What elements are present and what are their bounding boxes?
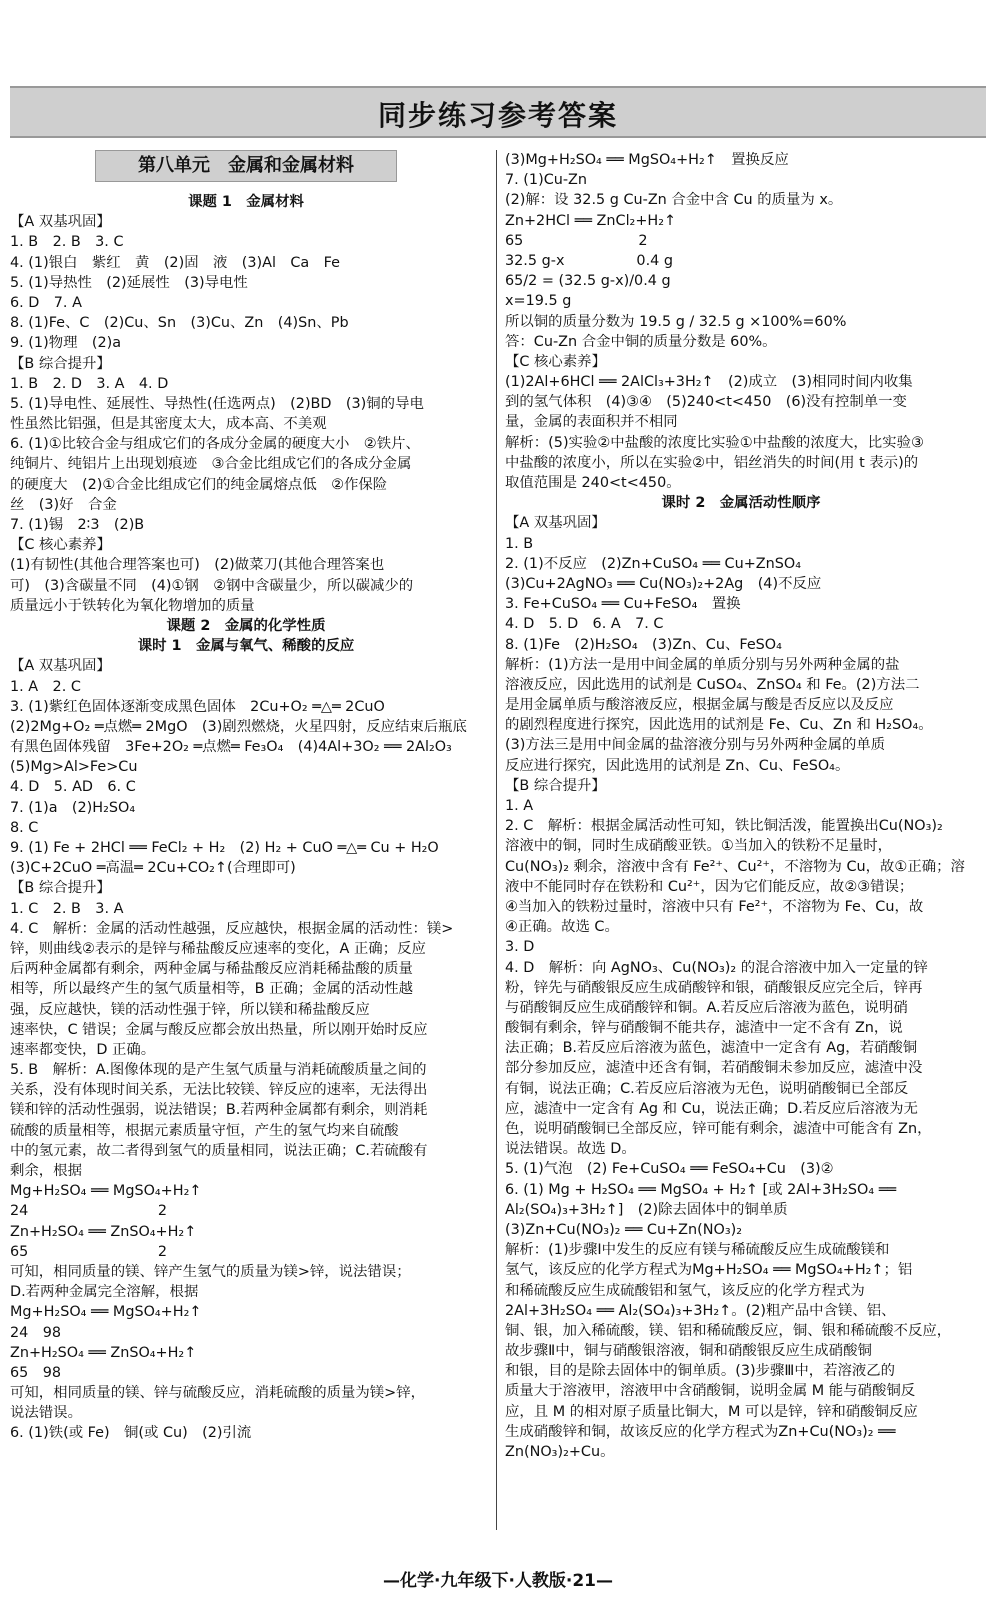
answer-line: 1. C 2. B 3. A [10, 900, 124, 917]
answer-line: 解析：(1)方法一是用中间金属的单质分别与另外两种金属的盐 [505, 656, 900, 673]
answer-line: 【A 双基巩固】 [10, 214, 111, 231]
answer-line: 7. (1)锡 2∶3 (2)B [10, 517, 145, 533]
answer-line: 中的氢元素，故二者得到氢气的质量相同，说法正确；C.若硫酸有 [10, 1142, 428, 1159]
answer-line: 和稀硫酸反应生成硫酸铝和氢气，该反应的化学方程式为 [505, 1282, 865, 1299]
answer-line: 应，滤渣中一定含有 Ag 和 Cu，说法正确；D.若反应后溶液为无 [505, 1100, 918, 1117]
answer-line: 可) (3)含碳量不同 (4)①钢 ②钢中含碳量少，所以碳减少的 [10, 577, 414, 594]
answer-line: 溶液中的铜，同时生成硝酸亚铁。①当加入的铁粉不足量时， [505, 838, 893, 855]
answer-line: 应，且 M 的相对原子质量比铜大，M 可以是锌，锌和硝酸铜反应 [505, 1403, 918, 1420]
answer-line: 6. (1)①比较合金与组成它们的各成分金属的硬度大小 ②铁片、 [10, 436, 420, 453]
answer-line: 说法错误。故选 D。 [505, 1141, 636, 1158]
answer-line: 到的氢气体积 (4)③④ (5)240<t<450 (6)没有控制单一变 [505, 394, 907, 411]
section-heading: 课题 2 金属的化学性质 [166, 617, 326, 634]
answer-line: Zn+H₂SO₄ ══ ZnSO₄+H₂↑ [10, 1223, 197, 1240]
answer-line: 速率都变快，D 正确。 [10, 1041, 156, 1058]
answer-line: (3)Zn+Cu(NO₃)₂ ══ Cu+Zn(NO₃)₂ [505, 1221, 742, 1238]
answer-line: 解析：(1)步骤Ⅰ中发生的反应有镁与稀硫酸反应生成硫酸镁和 [505, 1242, 890, 1259]
answer-line: 质量大于溶液甲，溶液甲中含硝酸铜，说明金属 M 能与硝酸铜反 [505, 1383, 916, 1400]
answer-line: 9. (1) Fe + 2HCl ══ FeCl₂ + H₂ (2) H₂ + CuO ═△═ Cu + H₂O [10, 840, 439, 856]
answer-line: (3)Mg+H₂SO₄ ══ MgSO₄+H₂↑ 置换反应 [505, 152, 789, 168]
answer-line: Zn+H₂SO₄ ══ ZnSO₄+H₂↑ [10, 1344, 197, 1361]
answer-line: ④当加入的铁粉过量时，溶液中只有 Fe²⁺，不溶物为 Fe、Cu，故 [505, 898, 924, 915]
answer-line: 相等，所以最终产生的氢气质量相等，B 正确；金属的活动性越 [10, 981, 413, 998]
answer-line: 生成硝酸锌和铜，故该反应的化学方程式为Zn+Cu(NO₃)₂ ══ [505, 1423, 896, 1440]
answer-line: (5)Mg>Al>Fe>Cu [10, 759, 138, 776]
answer-line: 纯铜片、纯铝片上出现划痕迹 ③合金比组成它们的各成分金属 [10, 456, 412, 473]
answer-line: 7. (1)a (2)H₂SO₄ [10, 799, 136, 816]
answer-line: (3)C+2CuO ═高温═ 2Cu+CO₂↑(合理即可) [10, 860, 296, 877]
answer-line: 4. C 解析：金属的活动性越强，反应越快，根据金属的活动性：镁> [10, 920, 454, 937]
answer-line: 锌，则曲线②表示的是锌与稀盐酸反应速率的变化，A 正确；反应 [10, 940, 426, 957]
answer-line: 答：Cu-Zn 合金中铜的质量分数是 60%。 [505, 333, 777, 350]
answer-line: 5. (1)气泡 (2) Fe+CuSO₄ ══ FeSO₄+Cu (3)② [505, 1161, 834, 1178]
answer-line: 取值范围是 240<t<450。 [505, 475, 681, 491]
answer-line: D.若两种金属完全溶解，根据 [10, 1284, 199, 1301]
answer-line: 【A 双基巩固】 [505, 515, 606, 532]
answer-line: 3. Fe+CuSO₄ ══ Cu+FeSO₄ 置换 [505, 596, 741, 613]
answer-line: 是用金属单质与酸溶液反应，根据金属与酸是否反应以及反应 [505, 697, 894, 714]
section-heading: 课时 1 金属与氧气、稀酸的反应 [137, 638, 355, 655]
answer-line: 3. D [505, 939, 535, 956]
answer-line: 7. (1)Cu-Zn [505, 172, 588, 189]
answer-line: 镁和锌的活动性强弱，说法错误；B.若两种金属都有剩余，则消耗 [10, 1102, 428, 1119]
answer-line: 铜、银，加入稀硫酸，镁、铝和稀硫酸反应，铜、银和稀硫酸不反应， [505, 1322, 952, 1339]
answer-line: x=19.5 g [505, 293, 572, 310]
answer-line: 性虽然比铝强，但是其密度太大，成本高、不美观 [10, 416, 327, 433]
answer-line: 有铜，说法正确；C.若反应后溶液为无色，说明硝酸铜已全部反 [505, 1080, 909, 1097]
answer-line: 法正确；B.若反应后溶液为蓝色，滤渣中一定含有 Ag，若硝酸铜 [505, 1040, 918, 1057]
answer-line: 2. C 解析：根据金属活动性可知，铁比铜活泼，能置换出Cu(NO₃)₂ [505, 818, 943, 835]
answer-line: 4. D 5. AD 6. C [10, 779, 136, 796]
answer-line: ④正确。故选 C。 [505, 919, 619, 936]
answer-line: 酸铜有剩余，锌与硝酸铜不能共存，滤渣中一定不含有 Zn，说 [505, 1020, 903, 1037]
answer-line: 4. (1)银白 紫红 黄 (2)固 液 (3)Al Ca Fe [10, 254, 340, 271]
answer-line: Al₂(SO₄)₃+3H₂↑] (2)除去固体中的铜单质 [505, 1201, 788, 1218]
answer-line: 【A 双基巩固】 [10, 658, 111, 675]
section-heading: 课题 1 金属材料 [188, 194, 304, 210]
answer-line: 和银，目的是除去固体中的铜单质。(3)步骤Ⅲ中，若溶液乙的 [505, 1363, 896, 1380]
section-heading: 课时 2 金属活动性顺序 [661, 495, 821, 512]
answer-line: 8. (1)Fe (2)H₂SO₄ (3)Zn、Cu、FeSO₄ [505, 636, 782, 653]
answer-line: 可知，相同质量的镁、锌产生氢气的质量为镁>锌，说法错误； [10, 1263, 411, 1280]
answer-line: 9. (1)物理 (2)a [10, 335, 122, 352]
answer-line: 1. B 2. D 3. A 4. D [10, 375, 169, 392]
answer-line: 1. A 2. C [10, 678, 81, 695]
answer-line: (2)2Mg+O₂ ═点燃═ 2MgO (3)剧烈燃烧，火星四射，反应结束后瓶底 [10, 718, 467, 735]
answer-line: 的剧烈程度进行探究，因此选用的试剂是 Fe、Cu、Zn 和 H₂SO₄。 [505, 717, 933, 734]
answer-line: 粉，锌先与硝酸银反应生成硝酸锌和银，硝酸银反应完全后，锌再 [505, 979, 923, 996]
answer-line: 2. (1)不反应 (2)Zn+CuSO₄ ══ Cu+ZnSO₄ [505, 555, 801, 572]
answer-line: 【C 核心素养】 [10, 537, 111, 554]
answer-line: 65 2 [505, 232, 648, 249]
answer-line: 1. B [505, 535, 534, 552]
answer-line: (2)解：设 32.5 g Cu-Zn 合金中含 Cu 的质量为 x。 [505, 192, 843, 209]
answer-line: (3)方法三是用中间金属的盐溶液分别与另外两种金属的单质 [505, 737, 886, 754]
answer-line: 中盐酸的浓度小，所以在实验②中，铝丝消失的时间(用 t 表示)的 [505, 454, 919, 471]
answer-line: 5. (1)导热性 (2)延展性 (3)导电性 [10, 274, 248, 291]
answer-line: 质量远小于铁转化为氧化物增加的质量 [10, 597, 255, 614]
answer-line: 与硝酸铜反应生成硝酸锌和铜。A.若反应后溶液为蓝色，说明硝 [505, 999, 908, 1016]
answer-line: 1. B 2. B 3. C [10, 234, 124, 251]
answer-line: 氢气，该反应的化学方程式为Mg+H₂SO₄ ══ MgSO₄+H₂↑；铝 [505, 1262, 913, 1279]
answer-line: 部分参加反应，滤渣中还含有铜，若硝酸铜未参加反应，滤渣中没 [505, 1060, 923, 1077]
answer-line: (1)2Al+6HCl ══ 2AlCl₃+3H₂↑ (2)成立 (3)相同时间内收集 [505, 374, 913, 391]
answer-line: 关系，没有体现时间关系，无法比较镁、锌反应的速率，无法得出 [10, 1082, 428, 1099]
answer-line: 4. D 5. D 6. A 7. C [505, 616, 664, 633]
answer-line: 【B 综合提升】 [10, 880, 111, 897]
answer-line: 速率快，C 错误；金属与酸反应都会放出热量，所以刚开始时反应 [10, 1021, 428, 1038]
answer-line: 65 2 [10, 1243, 167, 1260]
column-divider [496, 150, 497, 1530]
page-title: 同步练习参考答案 [377, 99, 618, 132]
answer-line: 可知，相同质量的镁、锌与硫酸反应，消耗硫酸的质量为镁>锌， [10, 1385, 425, 1402]
answer-line: 【B 综合提升】 [10, 355, 111, 372]
answer-line: 32.5 g-x 0.4 g [505, 252, 674, 269]
answer-line: (3)Cu+2AgNO₃ ══ Cu(NO₃)₂+2Ag (4)不反应 [505, 575, 822, 592]
answer-line: Zn(NO₃)₂+Cu。 [505, 1444, 615, 1460]
answer-line: 所以铜的质量分数为 19.5 g / 32.5 g ×100%=60% [505, 313, 847, 330]
answer-line: 的硬度大 (2)①合金比组成它们的纯金属熔点低 ②作保险 [10, 476, 388, 493]
answer-line: 65 98 [10, 1364, 62, 1381]
answer-line: 2Al+3H₂SO₄ ══ Al₂(SO₄)₃+3H₂↑。(2)粗产品中含镁、铝、 [505, 1302, 896, 1319]
answer-line: 6. D 7. A [10, 294, 82, 311]
answer-line: 3. (1)紫红色固体逐渐变成黑色固体 2Cu+O₂ ═△═ 2CuO [10, 698, 385, 715]
page-banner [10, 86, 986, 138]
answer-line: 【C 核心素养】 [505, 353, 606, 370]
answer-line: 液中不能同时存在铁粉和 Cu²⁺，因为它们能反应，故②③错误； [505, 878, 914, 895]
left-column [10, 150, 482, 1444]
answer-line: 量，金属的表面积并不相同 [505, 414, 678, 431]
answer-line: 24 2 [10, 1203, 167, 1220]
answer-line: 硫酸的质量相等，根据元素质量守恒，产生的氢气均来自硫酸 [10, 1122, 399, 1139]
unit-title: 第八单元 金属和金属材料 [95, 150, 397, 182]
answer-line: (1)有韧性(其他合理答案也可) (2)做菜刀(其他合理答案也 [10, 557, 385, 574]
answer-line: 说法错误。 [10, 1405, 82, 1422]
answer-line: 【B 综合提升】 [505, 777, 606, 794]
answer-line: 后两种金属都有剩余，两种金属与稀盐酸反应消耗稀盐酸的质量 [10, 961, 413, 978]
right-column [505, 150, 977, 1462]
answer-line: 5. (1)导电性、延展性、导热性(任选两点) (2)BD (3)铜的导电 [10, 395, 424, 412]
answer-line: 1. A [505, 798, 534, 814]
answer-line: 4. D 解析：向 AgNO₃、Cu(NO₃)₂ 的混合溶液中加入一定量的锌 [505, 959, 928, 976]
answer-line: 溶液反应，因此选用的试剂是 CuSO₄、ZnSO₄ 和 Fe。(2)方法二 [505, 676, 920, 693]
answer-line: 解析：(5)实验②中盐酸的浓度比实验①中盐酸的浓度大，比实验③ [505, 434, 924, 451]
answer-line: 色，说明硝酸铜已全部反应，锌可能有剩余，滤渣中可能含有 Zn， [505, 1121, 932, 1137]
answer-line: 5. B 解析：A.图像体现的是产生氢气质量与消耗硫酸质量之间的 [10, 1062, 427, 1079]
answer-line: 剩余，根据 [10, 1163, 82, 1179]
answer-line: 24 98 [10, 1324, 62, 1341]
answer-line: Cu(NO₃)₂ 剩余，溶液中含有 Fe²⁺、Cu²⁺，不溶物为 Cu，故①正确；溶 [505, 858, 965, 875]
answer-line: 8. (1)Fe、C (2)Cu、Sn (3)Cu、Zn (4)Sn、Pb [10, 315, 349, 332]
answer-line: Zn+2HCl ══ ZnCl₂+H₂↑ [505, 212, 677, 229]
page-footer: —化学·九年级下·人教版·21— [382, 1571, 614, 1591]
answer-line: 丝 (3)好 合金 [10, 496, 117, 513]
answer-line: 有黑色固体残留 3Fe+2O₂ ═点燃═ Fe₃O₄ (4)4Al+3O₂ ══ 2Al₂O₃ [10, 739, 452, 756]
answer-line: 65/2 = (32.5 g-x)/0.4 g [505, 273, 671, 290]
answer-line: Mg+H₂SO₄ ══ MgSO₄+H₂↑ [10, 1183, 202, 1200]
answer-line: 反应进行探究，因此选用的试剂是 Zn、Cu、FeSO₄。 [505, 757, 850, 774]
answer-line: 8. C [10, 819, 39, 836]
answer-line: 故步骤Ⅱ中，铜与硝酸银溶液，铜和硝酸银反应生成硝酸铜 [505, 1343, 872, 1360]
answer-line: 6. (1)铁(或 Fe) 铜(或 Cu) (2)引流 [10, 1425, 252, 1442]
answer-line: Mg+H₂SO₄ ══ MgSO₄+H₂↑ [10, 1304, 202, 1321]
answer-line: 强，反应越快，镁的活动性强于锌，所以镁和稀盐酸反应 [10, 1001, 370, 1018]
answer-line: 6. (1) Mg + H₂SO₄ ══ MgSO₄ + H₂↑ [或 2Al+3H₂SO₄ ══ [505, 1181, 897, 1198]
